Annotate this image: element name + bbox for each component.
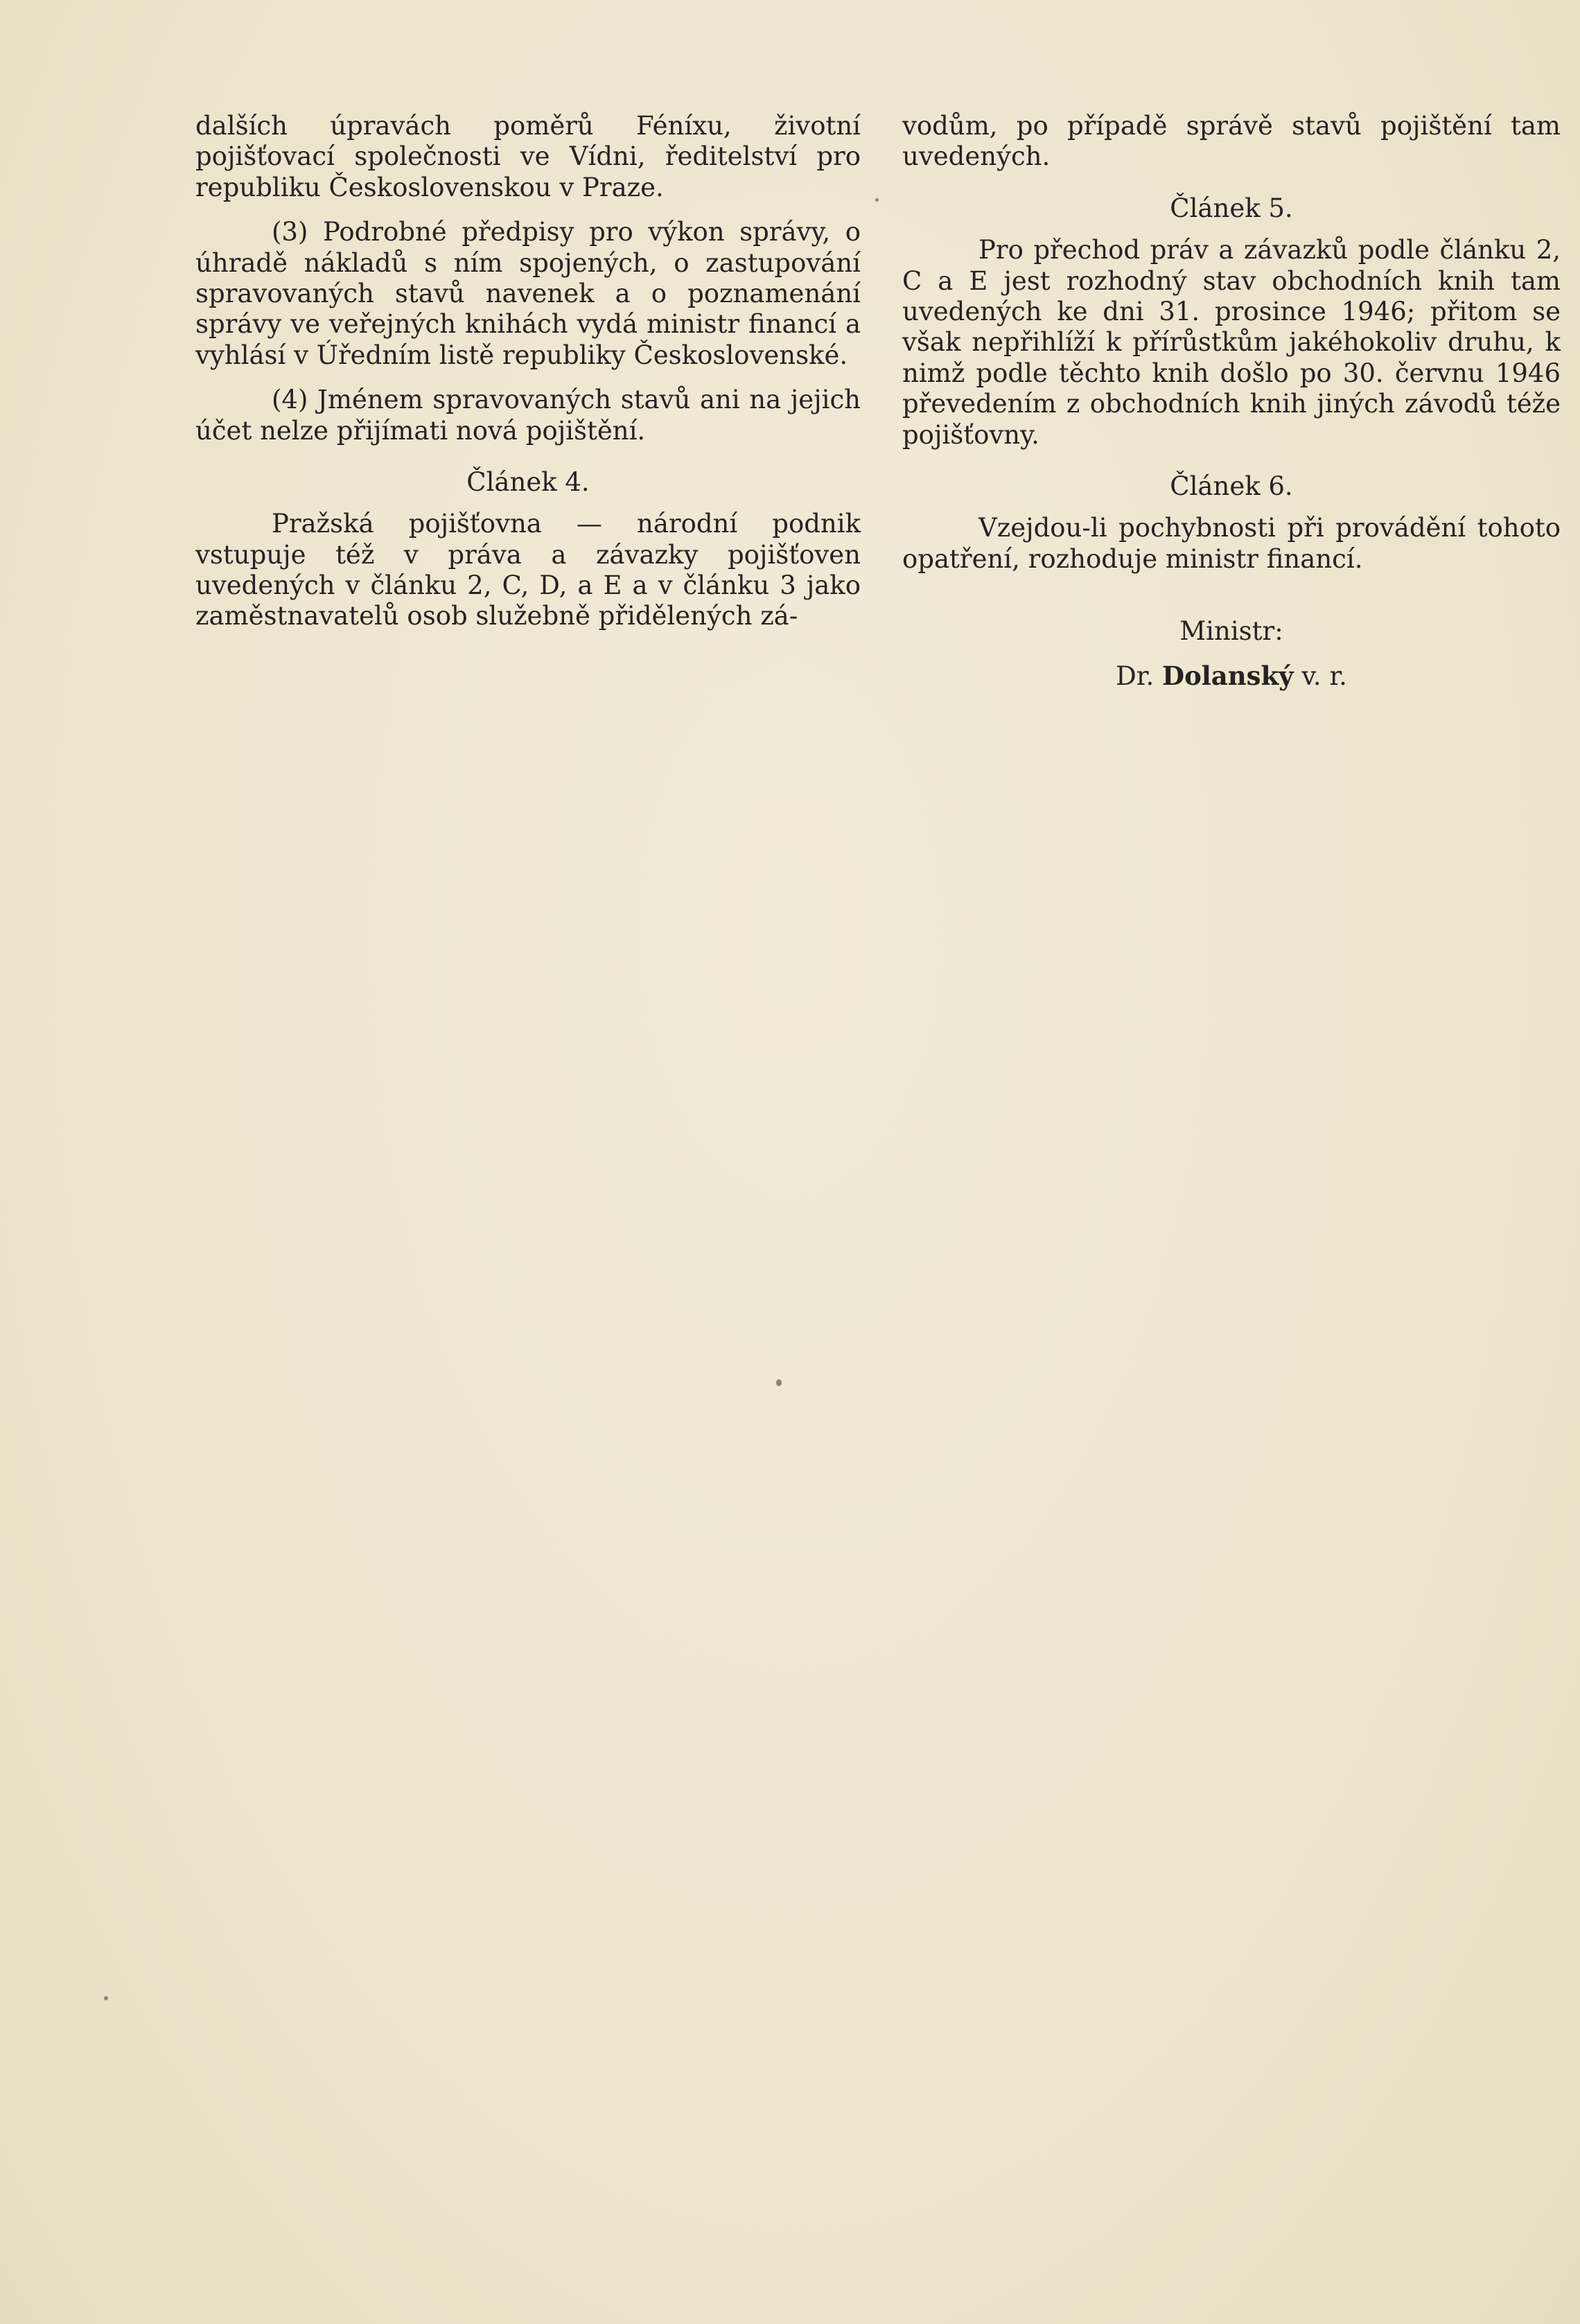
article-4-paragraph: Pražská pojišťovna — národní podnik vstupuje též v práva a závazky pojišťoven uvedených v článku 2, C, D, a E a v článku 3 jako zaměstnavatelů osob služebně přidělených zá-: [195, 509, 861, 631]
paper-speck: [776, 1379, 782, 1386]
left-paragraph-3: (3) Podrobné předpisy pro výkon správy, o úhradě nákladů s ním spojených, o zastupování spravovaných stavů navenek a o poznamenání správy ve veřejných knihách vydá ministr financí a vyhlásí v Úředním listě republiky Československé.: [195, 217, 861, 370]
signature-name: [902, 661, 1561, 692]
article-6-heading: Článek 6.: [1170, 471, 1293, 501]
paper-speck: [104, 1996, 108, 2000]
signature-suffix: v. r.: [1301, 661, 1347, 692]
right-paragraph-continuation: vodům, po případě správě stavů pojištění tam uvedených.: [902, 111, 1561, 172]
article-5-paragraph: Pro přechod práv a závazků podle článku 2, C a E jest rozhodný stav obchodních knih tam uvedených ke dni 31. prosince 1946; přitom se však nepřihlíží k přírůstkům jakéhokoliv druhu, k nimž podle těchto knih došlo po 30. červnu 1946 převedením z obchodních knih jiných závodů téže pojišťovny.: [902, 235, 1561, 450]
article-4-heading: Článek 4.: [466, 466, 590, 497]
signature-title: Ministr:: [1179, 616, 1283, 647]
right-column: [902, 111, 1561, 692]
left-column: [195, 111, 861, 646]
signature-prefix: Dr.: [1116, 661, 1155, 692]
signature-surname: Dolanský: [1161, 661, 1294, 692]
left-paragraph-continuation: dalších úpravách poměrů Féníxu, životní pojišťovací společnosti ve Vídni, ředitelství pro republiku Československou v Praze.: [195, 111, 861, 202]
article-6-paragraph: Vzejdou-li pochybnosti při provádění tohoto opatření, rozhoduje ministr financí.: [902, 513, 1561, 574]
article-5-heading: Článek 5.: [1170, 193, 1293, 223]
paper-speck: [875, 198, 879, 202]
left-paragraph-4: (4) Jménem spravovaných stavů ani na jejich účet nelze přijímati nová pojištění.: [195, 385, 861, 446]
